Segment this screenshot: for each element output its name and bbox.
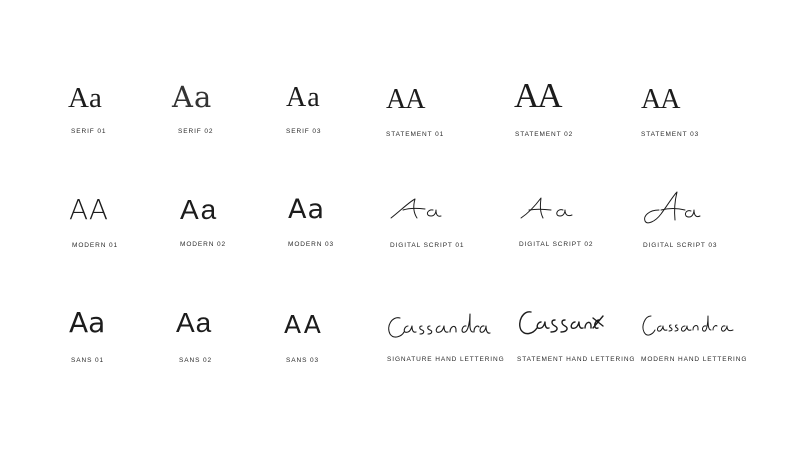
font-option-digital-script-01 xyxy=(389,196,529,286)
font-sample-statement-03: AA xyxy=(641,84,680,115)
font-sample-digital-script-03 xyxy=(643,190,703,226)
font-option-signature-hand-lettering xyxy=(386,312,526,402)
font-label-digital-script-02: DIGITAL SCRIPT 02 xyxy=(519,241,594,248)
font-label-modern-hand-lettering: MODERN HAND LETTERING xyxy=(641,356,748,363)
font-sample-sans-02: Aa xyxy=(176,307,213,338)
font-label-statement-02: STATEMENT 02 xyxy=(515,131,574,138)
font-label-modern-02: MODERN 02 xyxy=(180,241,227,248)
font-sample-serif-03: Aa xyxy=(286,82,321,113)
font-label-modern-01: MODERN 01 xyxy=(72,242,119,249)
font-label-sans-01: SANS 01 xyxy=(71,357,105,364)
font-sample-digital-script-02 xyxy=(519,196,579,226)
font-label-serif-03: SERIF 03 xyxy=(286,128,322,135)
font-sample-modern-02: Aa xyxy=(180,194,219,225)
font-sample-modern-hand-lettering xyxy=(641,312,733,340)
font-label-serif-01: SERIF 01 xyxy=(71,128,107,135)
font-sample-modern-01: AA xyxy=(69,193,109,226)
font-option-digital-script-02 xyxy=(519,196,659,286)
font-sample-digital-script-01 xyxy=(389,196,449,226)
font-sample-modern-03: Aa xyxy=(288,194,326,225)
font-sample-serif-01: Aa xyxy=(68,82,102,114)
font-sample-sans-01: Aa xyxy=(69,306,106,339)
font-label-digital-script-03: DIGITAL SCRIPT 03 xyxy=(643,242,718,249)
font-sample-serif-02: Aa xyxy=(172,80,213,114)
font-label-sans-03: SANS 03 xyxy=(286,357,320,364)
font-sample-sans-03: AA xyxy=(284,310,323,339)
font-label-statement-01: STATEMENT 01 xyxy=(386,131,445,138)
font-label-sans-02: SANS 02 xyxy=(179,357,213,364)
font-sample-statement-01: AA xyxy=(386,84,425,115)
font-option-modern-hand-lettering xyxy=(641,312,781,402)
font-label-statement-hand-lettering: STATEMENT HAND LETTERING xyxy=(517,356,636,363)
font-option-statement-03 xyxy=(641,86,781,176)
font-option-statement-02 xyxy=(514,78,654,168)
font-label-modern-03: MODERN 03 xyxy=(288,241,335,248)
font-sample-signature-hand-lettering xyxy=(386,312,486,342)
font-option-statement-hand-lettering xyxy=(517,308,657,398)
font-label-serif-02: SERIF 02 xyxy=(178,128,214,135)
font-label-statement-03: STATEMENT 03 xyxy=(641,131,700,138)
font-option-statement-01 xyxy=(386,86,526,176)
font-sample-statement-02: AA xyxy=(514,76,561,115)
font-option-digital-script-03 xyxy=(643,190,783,280)
font-label-signature-hand-lettering: SIGNATURE HAND LETTERING xyxy=(387,356,505,363)
font-sample-statement-hand-lettering xyxy=(517,308,607,340)
font-label-digital-script-01: DIGITAL SCRIPT 01 xyxy=(390,242,465,249)
